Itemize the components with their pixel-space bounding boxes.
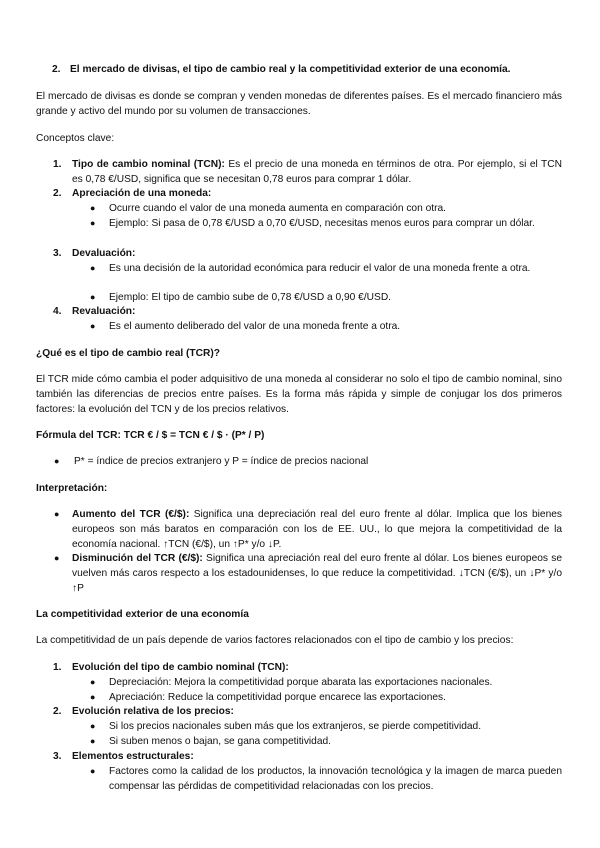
interpretation-item: [72, 507, 562, 552]
interpretation-text: Significa una depreciación real del euro frente al dólar. Implica que los bienes europeos son más baratos en comparación con los de EE. UU., lo que mejora la competitividad de la economía nacional. ↑TCN (€/$), un ↑P* y/o ↓P.: [72, 509, 562, 550]
bullet-icon: ●: [54, 509, 60, 519]
concept-number: 3.: [53, 248, 62, 259]
bullet-icon: ●: [90, 766, 96, 776]
factor-term: Elementos estructurales:: [72, 751, 194, 762]
interpretation-term: Disminución del TCR (€/$):: [72, 553, 203, 564]
concept-item: [72, 157, 562, 187]
factor-bullet: Si los precios nacionales suben más que los extranjeros, se pierde competitividad.: [109, 721, 482, 732]
formula-legend: P* = índice de precios extranjero y P = índice de precios nacional: [74, 456, 369, 467]
competitiveness-heading: La competitividad exterior de una economía: [36, 609, 249, 620]
bullet-icon: ●: [90, 736, 96, 746]
concept-number: 4.: [53, 306, 62, 317]
bullet-icon: ●: [90, 677, 96, 687]
factor-number: 1.: [53, 662, 62, 673]
factor-number: 2.: [53, 706, 62, 717]
bullet-icon: ●: [90, 292, 96, 302]
interpretation-item: [72, 551, 562, 596]
concept-term: Devaluación:: [72, 248, 136, 259]
section-number: 2.: [52, 64, 61, 75]
concept-number: 2.: [53, 188, 62, 199]
interpretation-term: Aumento del TCR (€/$):: [72, 509, 190, 520]
competitiveness-intro: La competitividad de un país depende de varios factores relacionados con el tipo de cambio y los precios:: [36, 635, 514, 646]
intro-paragraph: El mercado de divisas es donde se compran y venden monedas de diferentes países. Es el mercado financiero más grande y activo del mundo por su volumen de transacciones.: [36, 91, 562, 117]
bullet-icon: ●: [90, 692, 96, 702]
factor-term: Evolución relativa de los precios:: [72, 706, 234, 717]
bullet-icon: ●: [90, 263, 96, 273]
factor-bullet: Si suben menos o bajan, se gana competitividad.: [109, 736, 332, 747]
bullet-icon: ●: [54, 456, 60, 466]
bullet-icon: ●: [54, 553, 60, 563]
bullet-icon: ●: [90, 203, 96, 213]
concept-bullet: Es una decisión de la autoridad económica para reducir el valor de una moneda frente a otra.: [109, 263, 531, 274]
bullet-icon: ●: [90, 218, 96, 228]
factor-bullet: Depreciación: Mejora la competitividad porque abarata las exportaciones nacionales.: [109, 677, 493, 688]
concept-bullet: Es el aumento deliberado del valor de una moneda frente a otra.: [109, 321, 401, 332]
tcr-heading: ¿Qué es el tipo de cambio real (TCR)?: [36, 348, 220, 359]
concepts-label: Conceptos clave:: [36, 133, 115, 144]
interpretation-text: Significa una apreciación real del euro frente al dólar. Los bienes europeos se vuelven más caros respecto a los estadounidenses, lo que reduce la competitividad. ↓TCN (€/$), un ↓P* y/o ↑P: [72, 553, 562, 594]
concept-number: 1.: [53, 159, 62, 170]
concept-bullet: Ejemplo: Si pasa de 0,78 €/USD a 0,70 €/USD, necesitas menos euros para comprar un dólar.: [109, 218, 535, 229]
factor-term: Evolución del tipo de cambio nominal (TCN):: [72, 662, 289, 673]
tcr-paragraph: El TCR mide cómo cambia el poder adquisitivo de una moneda al considerar no solo el tipo de cambio nominal, sino también las diferencias de precios entre países. Es la forma más rápida y simple de conjugar los dos primeros factores: la evolución del TCN y de los precios relativos.: [36, 374, 562, 415]
tcr-formula: Fórmula del TCR: TCR € / $ = TCN € / $ · (P* / P): [36, 430, 265, 441]
bullet-icon: ●: [90, 321, 96, 331]
interpretation-heading: Interpretación:: [36, 483, 108, 494]
factor-bullet: Apreciación: Reduce la competitividad porque encarece las exportaciones.: [109, 692, 446, 703]
factor-bullet: Factores como la calidad de los productos, la innovación tecnológica y la imagen de marca pueden compensar las pérdidas de competitividad relacionadas con los precios.: [109, 766, 562, 792]
concept-bullet: Ocurre cuando el valor de una moneda aumenta en comparación con otra.: [109, 203, 446, 214]
concept-text: Es el precio de una moneda en términos de otra. Por ejemplo, si el TCN es 0,78 €/USD, significa que se necesitan 0,78 euros para comprar 1 dólar.: [72, 159, 562, 185]
concept-bullet: Ejemplo: El tipo de cambio sube de 0,78 €/USD a 0,90 €/USD.: [109, 292, 392, 303]
concept-term: Tipo de cambio nominal (TCN):: [72, 159, 225, 170]
concept-term: Revaluación:: [72, 306, 136, 317]
section-title: El mercado de divisas, el tipo de cambio real y la competitividad exterior de una economía.: [70, 64, 511, 75]
factor-number: 3.: [53, 751, 62, 762]
concept-term: Apreciación de una moneda:: [72, 188, 212, 199]
bullet-icon: ●: [90, 721, 96, 731]
